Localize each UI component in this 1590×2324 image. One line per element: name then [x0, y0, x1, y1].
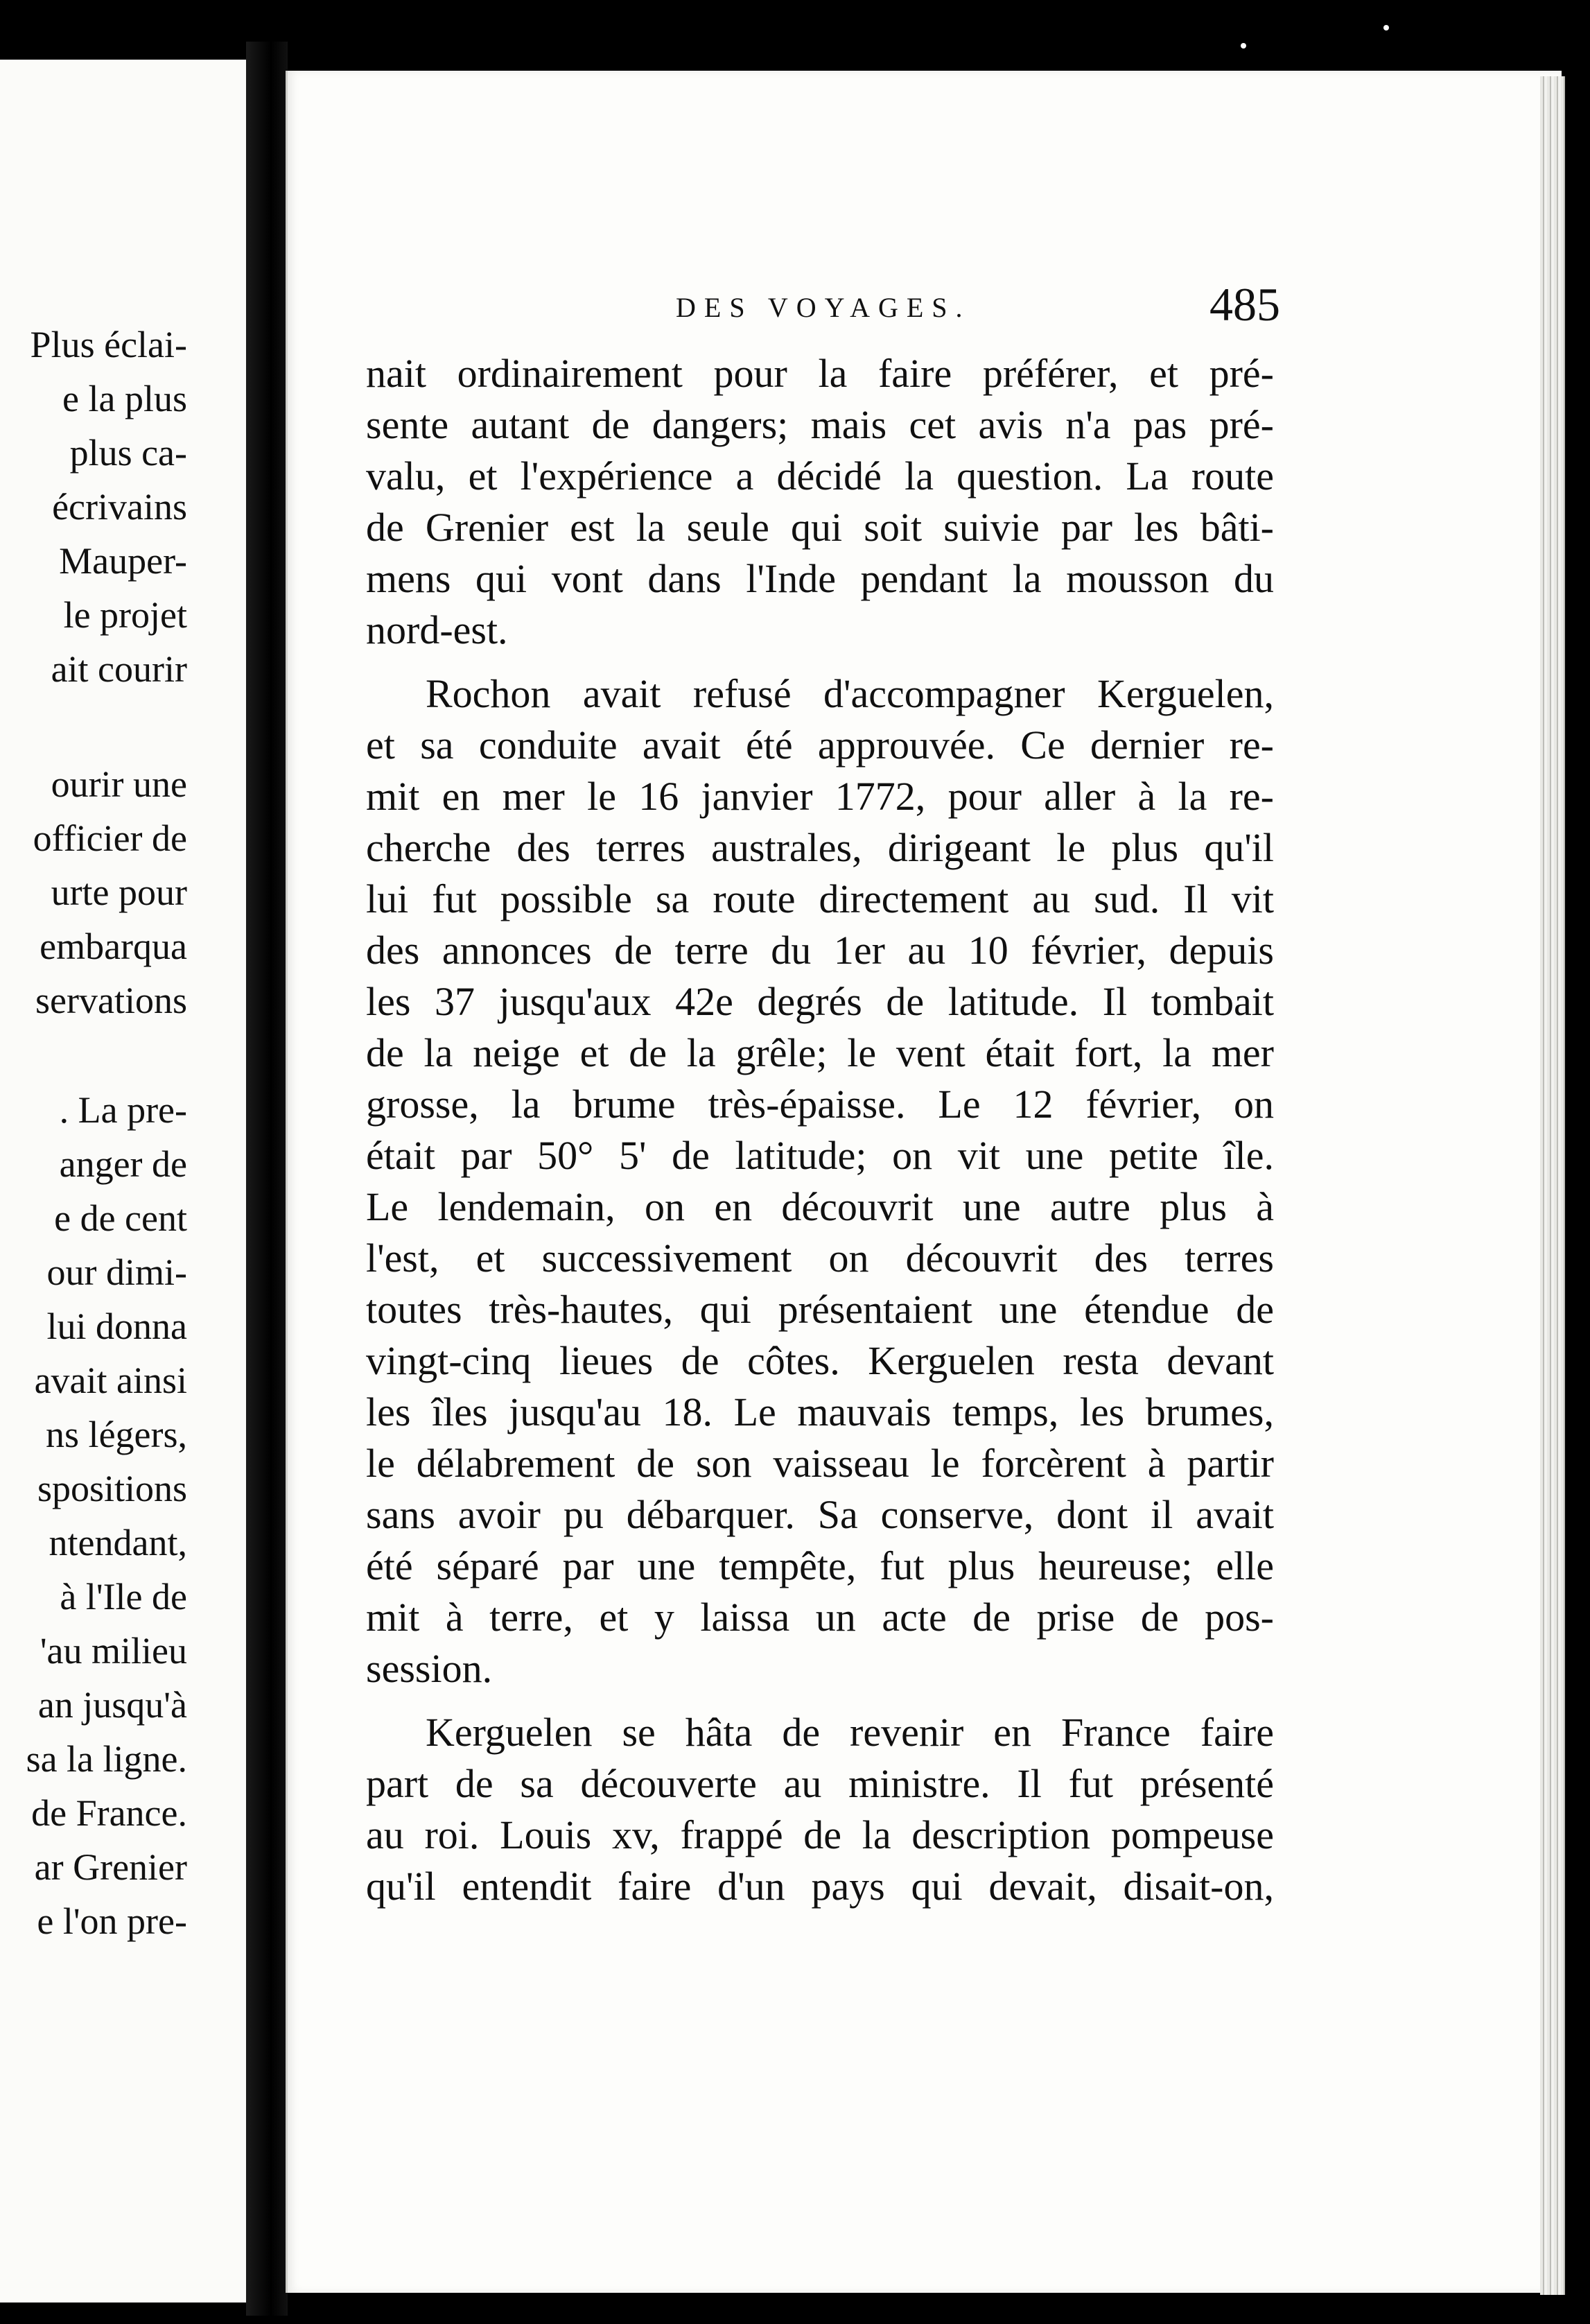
left-line: lui donna — [46, 1306, 187, 1347]
left-line: ourir une — [51, 763, 187, 805]
text-line: était par 50° 5' de latitude; on vit une petite île. — [366, 1133, 1274, 1178]
text-line: nord-est. — [366, 607, 508, 652]
left-line: écrivains — [52, 486, 187, 528]
text-line: des annonces de terre du 1er au 10 février, depuis — [366, 928, 1274, 973]
left-line: our dimi- — [46, 1251, 187, 1293]
text-line: mens qui vont dans l'Inde pendant la mousson du — [366, 556, 1274, 601]
left-line: anger de — [59, 1143, 187, 1185]
scan-speck — [1383, 25, 1389, 31]
page-number: 485 — [1209, 278, 1280, 331]
text-line: mit à terre, et y laissa un acte de prise de pos- — [366, 1595, 1274, 1640]
left-line: ait courir — [51, 648, 187, 690]
text-line: les 37 jusqu'aux 42e degrés de latitude. Il tombait — [366, 979, 1274, 1024]
left-line: plus ca- — [69, 432, 187, 474]
left-line: à l'Ile de — [60, 1576, 187, 1618]
left-line: ar Grenier — [34, 1846, 187, 1888]
text-line: Rochon avait refusé d'accompagner Kerguelen, — [426, 671, 1274, 716]
left-line: urte pour — [51, 872, 187, 913]
left-line: Plus éclai- — [30, 324, 187, 365]
text-line: nait ordinairement pour la faire préférer, et pré- — [366, 351, 1274, 396]
book-gutter — [246, 42, 288, 2316]
text-line: cherche des terres australes, dirigeant le plus qu'il — [366, 825, 1274, 870]
left-line: de France. — [31, 1792, 187, 1834]
text-line: toutes très-hautes, qui présentaient une étendue de — [366, 1287, 1274, 1332]
left-line: sa la ligne. — [26, 1738, 187, 1780]
text-line: part de sa découverte au ministre. Il fut présenté — [366, 1761, 1274, 1806]
left-line: embarqua — [40, 926, 187, 967]
scan-speck — [1241, 43, 1246, 49]
left-line: . La pre- — [59, 1089, 187, 1131]
text-line: sente autant de dangers; mais cet avis n'a pas pré- — [366, 402, 1274, 447]
left-line: Mauper- — [59, 540, 187, 582]
text-line: valu, et l'expérience a décidé la question. La route — [366, 453, 1274, 498]
left-line: e de cent — [54, 1197, 187, 1239]
text-line: sans avoir pu débarquer. Sa conserve, dont il avait — [366, 1492, 1274, 1537]
text-line: de la neige et de la grêle; le vent était fort, la mer — [366, 1030, 1274, 1075]
left-line: spositions — [37, 1468, 187, 1509]
text-line: les îles jusqu'au 18. Le mauvais temps, les brumes, — [366, 1389, 1274, 1434]
text-line: Le lendemain, on en découvrit une autre plus à — [366, 1184, 1274, 1229]
left-line: ntendant, — [49, 1522, 187, 1563]
left-line: e l'on pre- — [37, 1900, 187, 1942]
text-line: grosse, la brume très-épaisse. Le 12 février, on — [366, 1082, 1274, 1127]
left-line: le projet — [63, 594, 187, 636]
left-line: servations — [35, 980, 187, 1021]
text-line: été séparé par une tempête, fut plus heureuse; elle — [366, 1543, 1274, 1588]
running-head: DES VOYAGES. — [676, 292, 971, 323]
left-line: an jusqu'à — [37, 1684, 187, 1726]
left-line: ns légers, — [46, 1414, 187, 1455]
text-line: vingt-cinq lieues de côtes. Kerguelen resta devant — [366, 1338, 1274, 1383]
text-line: au roi. Louis xv, frappé de la description pompeuse — [366, 1812, 1274, 1857]
left-line: officier de — [33, 817, 187, 859]
left-line: avait ainsi — [34, 1360, 187, 1401]
text-line: le délabrement de son vaisseau le forcèrent à partir — [366, 1441, 1274, 1486]
text-line: session. — [366, 1646, 493, 1691]
text-line: de Grenier est la seule qui soit suivie par les bâti- — [366, 505, 1274, 550]
text-line: l'est, et successivement on découvrit des terres — [366, 1235, 1274, 1281]
left-facing-page — [0, 60, 254, 2303]
text-line: Kerguelen se hâta de revenir en France faire — [426, 1710, 1274, 1755]
page-edges — [1540, 76, 1565, 2295]
text-line: et sa conduite avait été approuvée. Ce dernier re- — [366, 722, 1274, 768]
text-line: mit en mer le 16 janvier 1772, pour aller à la re- — [366, 774, 1274, 819]
text-line: qu'il entendit faire d'un pays qui devait, disait-on, — [366, 1864, 1274, 1909]
left-line: e la plus — [62, 378, 187, 419]
left-line: 'au milieu — [40, 1630, 187, 1672]
text-line: lui fut possible sa route directement au sud. Il vit — [366, 876, 1274, 921]
